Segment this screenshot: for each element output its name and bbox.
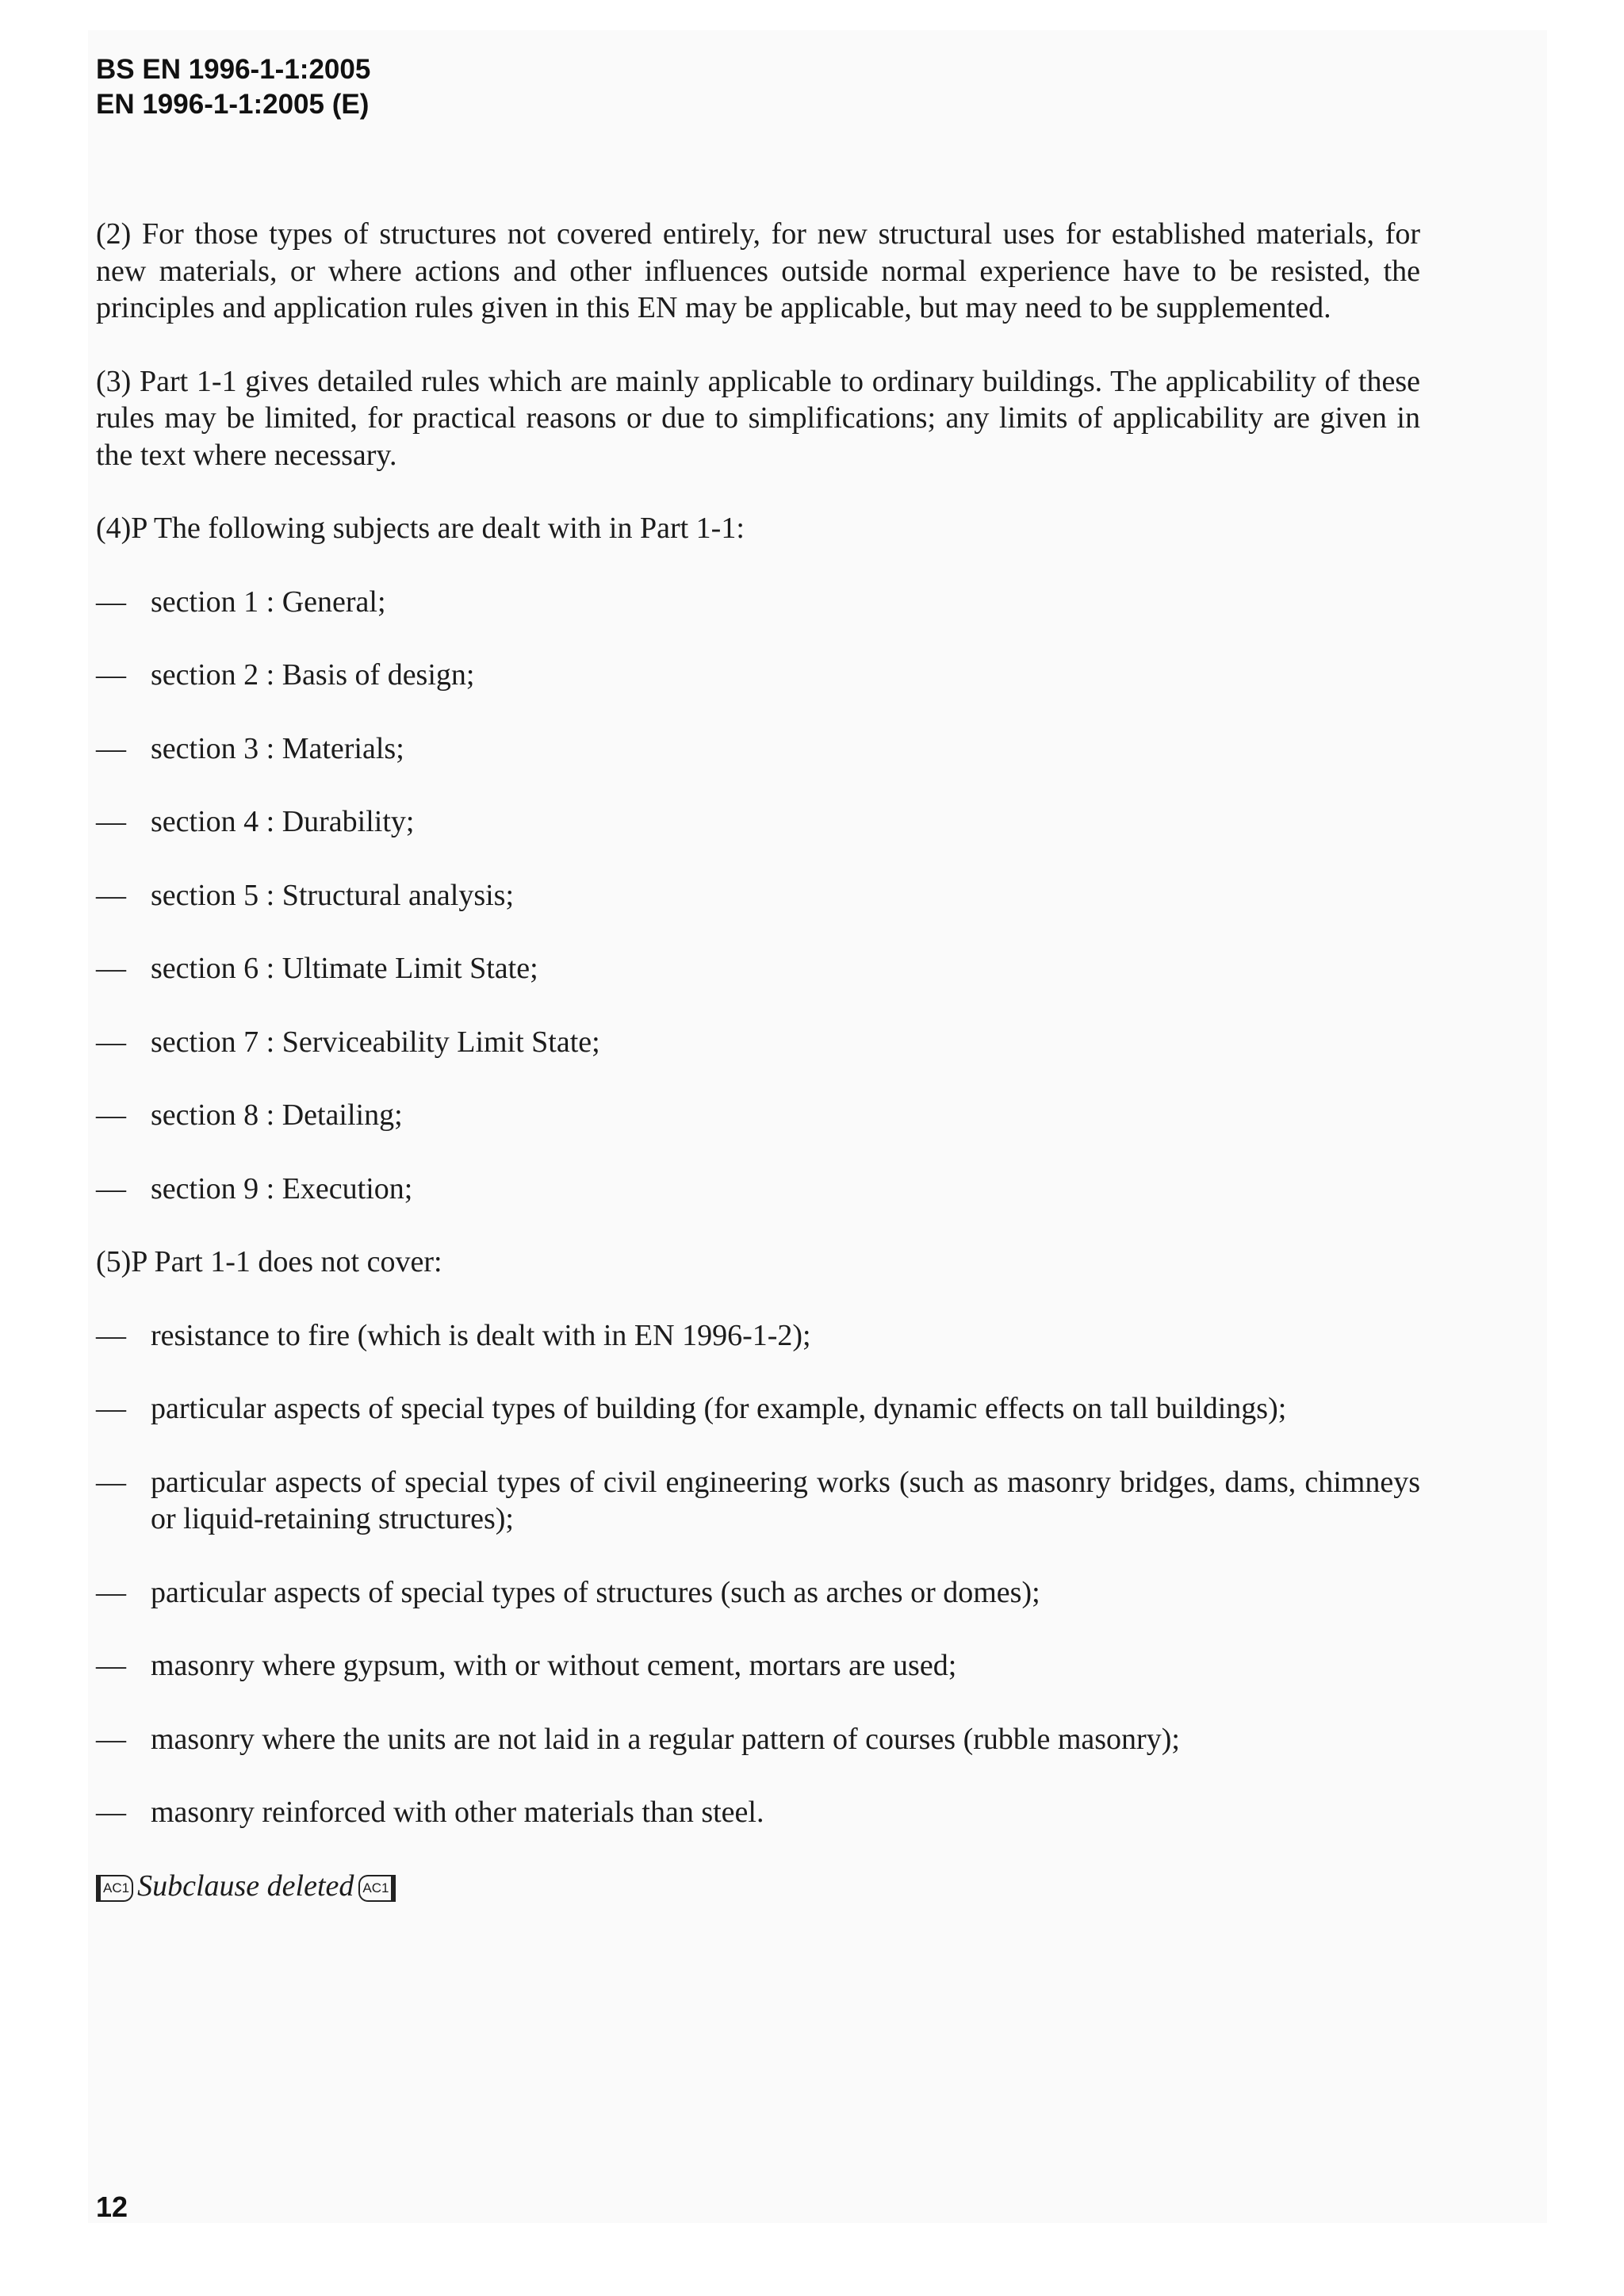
dash-marker: — [96, 658, 126, 692]
paragraph-2: (2) For those types of structures not covered entirely, for new structural uses for established materials, for new materials, or where actions and other influences outside normal experience have to be resisted, the principles and application rules given in this EN may be applicable, but may need to be supplemented. [96, 217, 1420, 324]
dash-marker: — [96, 1392, 126, 1425]
dash-marker: — [96, 585, 126, 619]
list-item [96, 1574, 1420, 1612]
list-item-text: masonry where the units are not laid in a regular pattern of courses (rubble masonry); [151, 1722, 1180, 1756]
list-item [96, 1317, 1420, 1355]
list-item [96, 1464, 1420, 1538]
subjects-intro: (4)P The following subjects are dealt with in Part 1-1: [96, 512, 745, 545]
list-item-text: section 2 : Basis of design; [151, 658, 475, 692]
list-item-text: section 1 : General; [151, 585, 386, 619]
not-covered-list [96, 1317, 1420, 1831]
dash-marker: — [96, 1318, 126, 1352]
list-item-text: section 4 : Durability; [151, 805, 415, 838]
list-item [96, 1390, 1420, 1428]
dash-marker: — [96, 1025, 126, 1059]
list-item-text: section 7 : Serviceability Limit State; [151, 1025, 600, 1059]
list-item [96, 1721, 1420, 1758]
amendment-start-marker: AC1 [96, 1875, 133, 1902]
dash-marker: — [96, 1098, 126, 1132]
subclause-deleted-note [96, 1868, 1420, 1905]
not-covered-intro: (5)P Part 1-1 does not cover: [96, 1245, 442, 1278]
dash-marker: — [96, 805, 126, 838]
amendment-end-marker: AC1 [358, 1875, 396, 1902]
standard-code-english: EN 1996-1-1:2005 (E) [96, 89, 370, 120]
dash-marker: — [96, 1171, 126, 1205]
document-header [96, 52, 370, 122]
list-item-text: section 8 : Detailing; [151, 1098, 403, 1132]
dash-marker: — [96, 952, 126, 985]
dash-marker: — [96, 1722, 126, 1756]
dash-marker: — [96, 1796, 126, 1829]
list-item [96, 657, 1420, 694]
list-item-text: section 3 : Materials; [151, 731, 404, 765]
list-item [96, 877, 1420, 914]
list-item [96, 1647, 1420, 1685]
list-item-text: section 9 : Execution; [151, 1171, 413, 1205]
list-item-text: masonry reinforced with other materials than steel. [151, 1796, 764, 1829]
dash-marker: — [96, 731, 126, 765]
list-item [96, 1794, 1420, 1831]
list-item-text: particular aspects of special types of building (for example, dynamic effects on tall buildings); [151, 1392, 1287, 1425]
list-item [96, 950, 1420, 987]
list-item [96, 1097, 1420, 1134]
dash-marker: — [96, 1465, 126, 1499]
list-item-text: resistance to fire (which is dealt with in EN 1996-1-2); [151, 1318, 811, 1352]
document-body [96, 216, 1420, 1904]
dash-marker: — [96, 1649, 126, 1682]
list-item [96, 730, 1420, 768]
dash-marker: — [96, 1575, 126, 1609]
subclause-deleted-text: Subclause deleted [137, 1869, 354, 1903]
dash-marker: — [96, 878, 126, 912]
standard-code: BS EN 1996-1-1:2005 [96, 54, 371, 85]
subjects-list [96, 584, 1420, 1208]
list-item [96, 584, 1420, 621]
list-item-text: section 5 : Structural analysis; [151, 878, 515, 912]
list-item-text: particular aspects of special types of structures (such as arches or domes); [151, 1575, 1040, 1609]
page-number: 12 [96, 2191, 128, 2223]
list-item [96, 803, 1420, 841]
paragraph-3: (3) Part 1-1 gives detailed rules which are mainly applicable to ordinary buildings. The applicability of these rules may be limited, for practical reasons or due to simplifications; any limits of applicability are given in the text where necessary. [96, 364, 1420, 472]
list-item-text: masonry where gypsum, with or without cement, mortars are used; [151, 1649, 957, 1682]
list-item [96, 1171, 1420, 1208]
list-item-text: particular aspects of special types of civil engineering works (such as masonry bridges, dams, chimneys or liquid-retaining structures); [151, 1465, 1420, 1535]
list-item [96, 1024, 1420, 1061]
list-item-text: section 6 : Ultimate Limit State; [151, 952, 538, 985]
